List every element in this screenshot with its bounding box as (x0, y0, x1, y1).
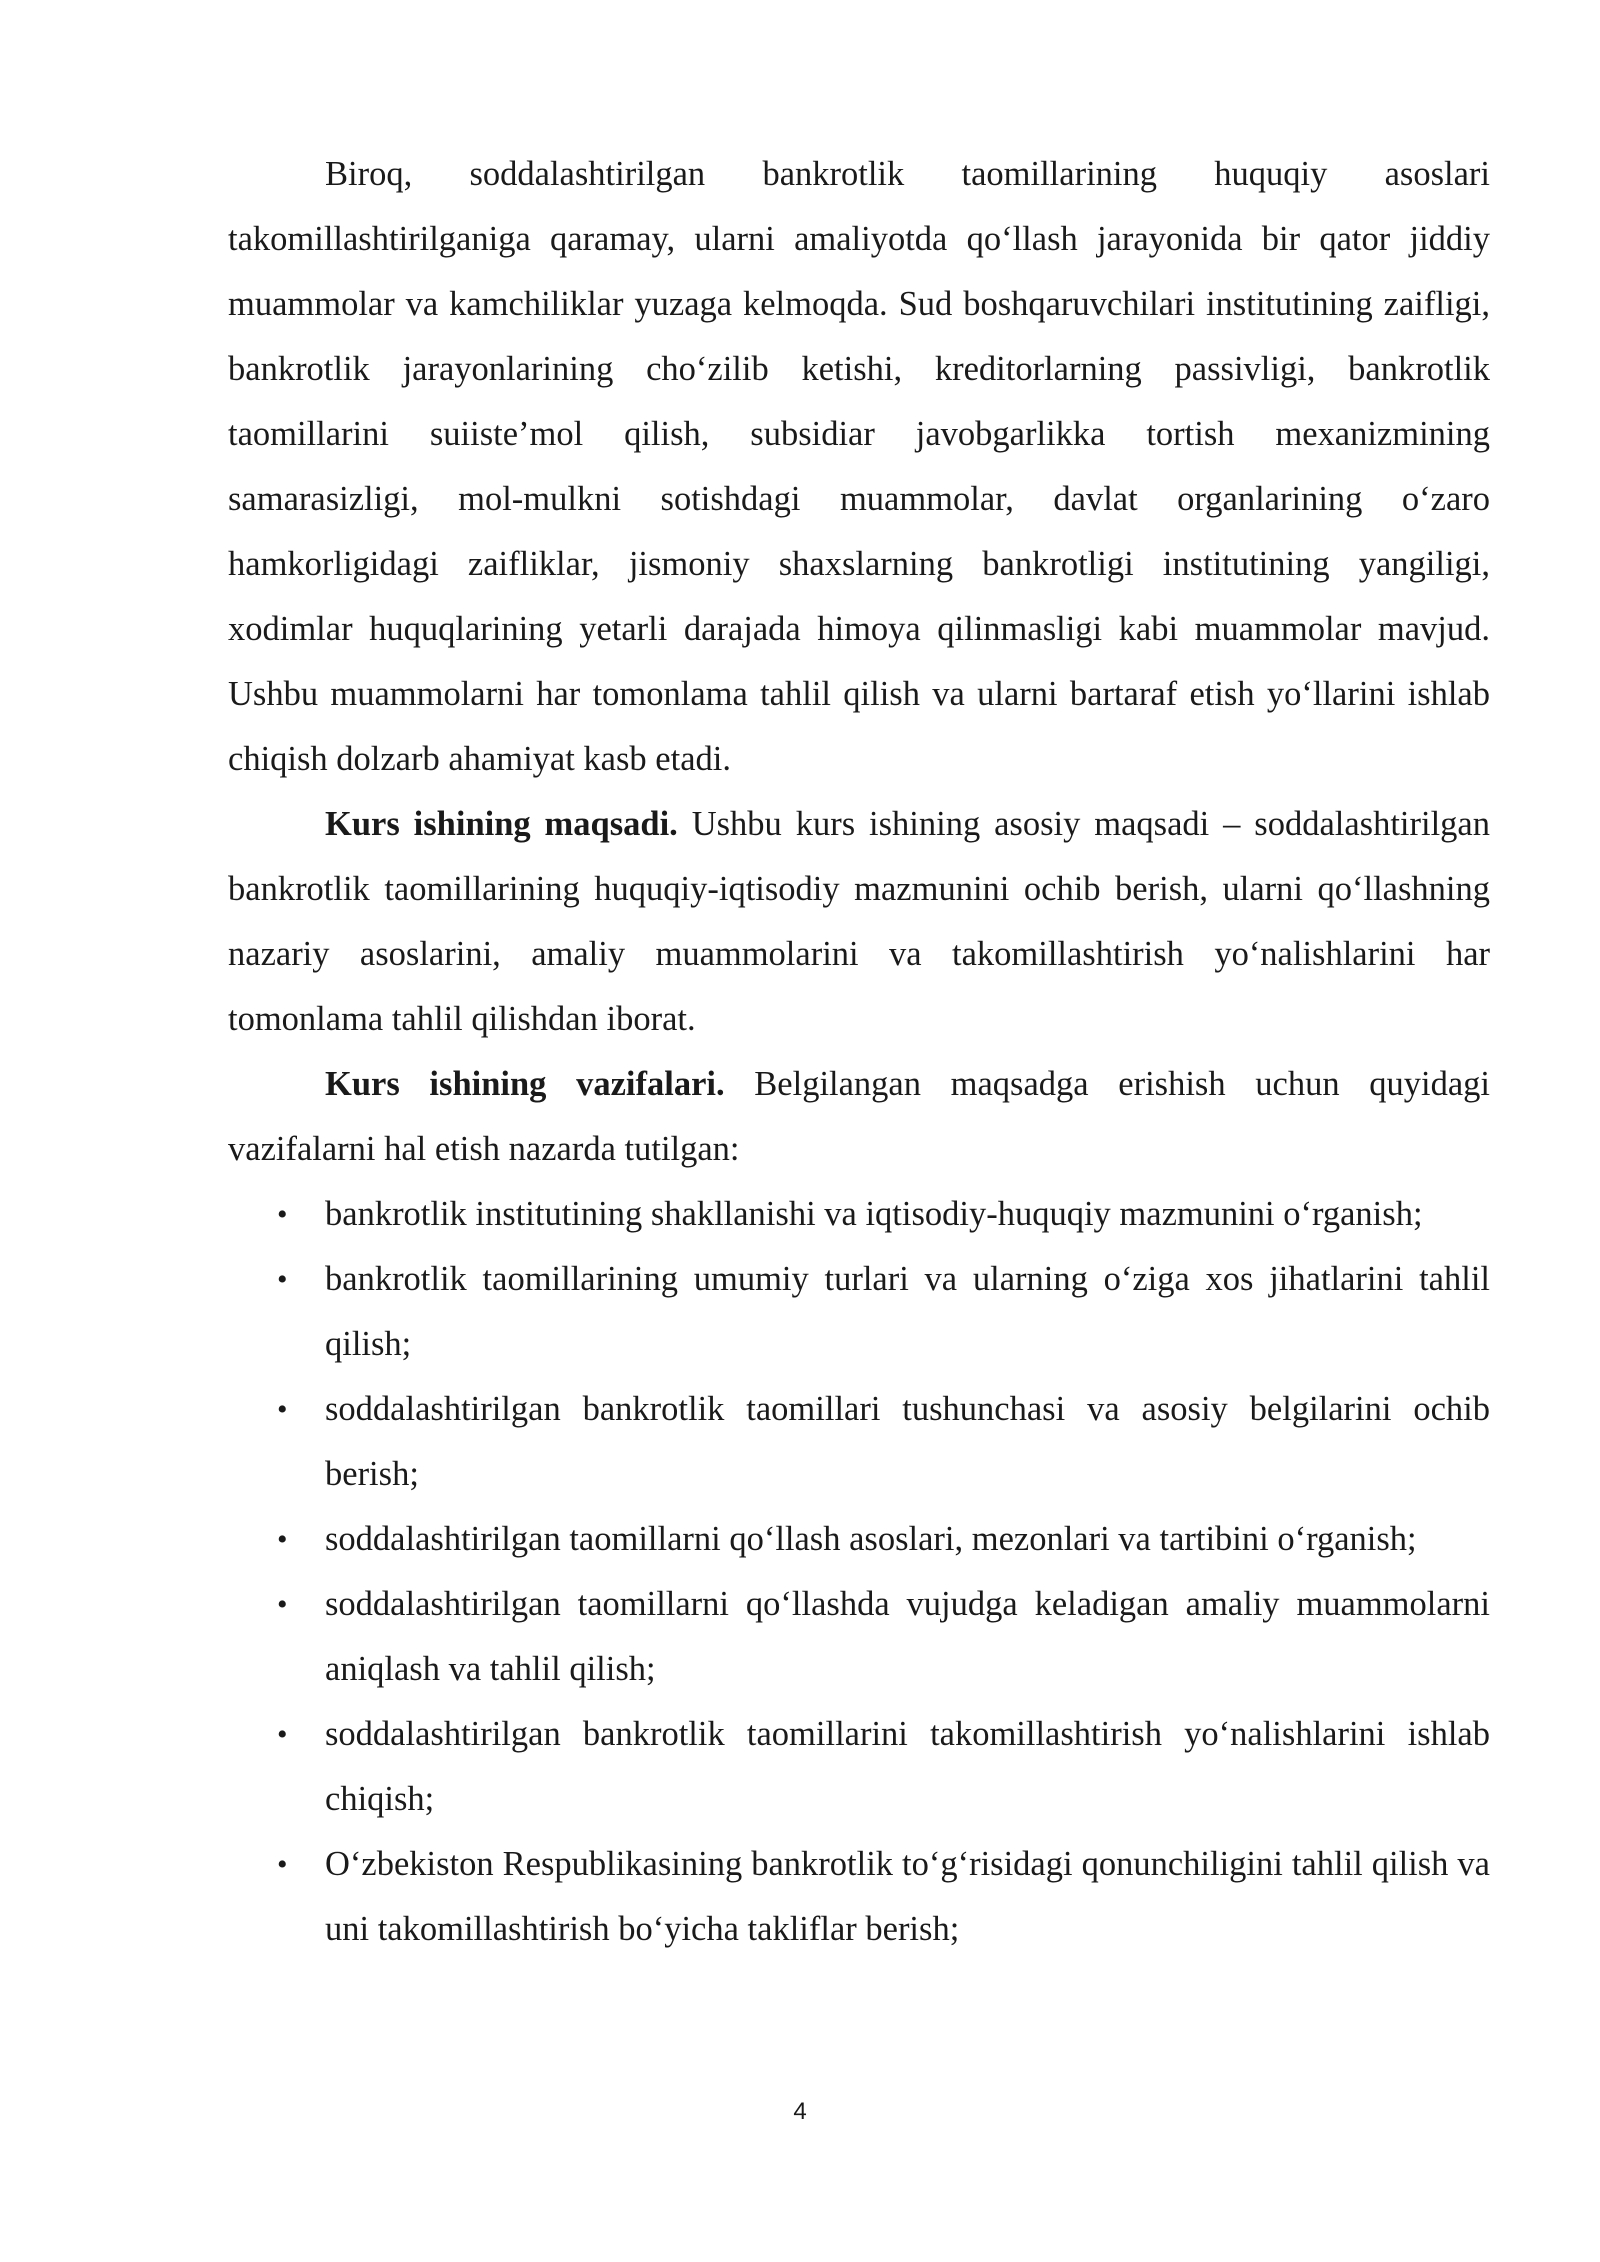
bullet-icon: • (277, 1198, 288, 1231)
list-item (228, 1507, 1490, 1572)
paragraph-goal (228, 792, 1490, 1052)
paragraph-text: Ushbu kurs ishining asosiy maqsadi – soddalashtirilgan bankrotlik taomillarining huquqiy-iqtisodiy mazmunini ochib berish, ularni qo‘llashning nazariy asoslarini, amaliy muammolarini va takomillashtirish yo‘nalishlarini har tomonlama tahlil qilishdan iborat. (228, 805, 1490, 1038)
list-item-text: soddalashtirilgan taomillarni qo‘llashda vujudga keladigan amaliy muammolarni aniqlash va tahlil qilish; (325, 1585, 1490, 1688)
list-item (228, 1247, 1490, 1377)
list-item-text: bankrotlik taomillarining umumiy turlari va ularning o‘ziga xos jihatlarini tahlil qilish; (325, 1260, 1490, 1363)
list-item (228, 1377, 1490, 1507)
list-item-text: soddalashtirilgan taomillarni qo‘llash asoslari, mezonlari va tartibini o‘rganish; (325, 1520, 1417, 1558)
bullet-icon: • (277, 1393, 288, 1426)
list-item (228, 1832, 1490, 1962)
list-item-text: soddalashtirilgan bankrotlik taomillarini takomillashtirish yo‘nalishlarini ishlab chiqish; (325, 1715, 1490, 1818)
paragraph-lead: Kurs ishining maqsadi. (325, 805, 678, 843)
bullet-icon: • (277, 1718, 288, 1751)
bullet-icon: • (277, 1263, 288, 1296)
paragraph-text: Belgilangan maqsadga erishish uchun quyidagi vazifalarni hal etish nazarda tutilgan: (228, 1065, 1491, 1168)
document-page (228, 142, 1490, 1962)
task-list (228, 1182, 1490, 1962)
list-item-text: O‘zbekiston Respublikasining bankrotlik to‘g‘risidagi qonunchiligini tahlil qilish va uni takomillashtirish bo‘yicha takliflar berish; (325, 1845, 1490, 1948)
list-item-text: bankrotlik institutining shakllanishi va iqtisodiy-huquqiy mazmunini o‘rganish; (325, 1195, 1423, 1233)
bullet-icon: • (277, 1588, 288, 1621)
bullet-icon: • (277, 1523, 288, 1556)
paragraph-intro (228, 142, 1490, 792)
paragraph-tasks-intro (228, 1052, 1490, 1182)
list-item-text: soddalashtirilgan bankrotlik taomillari tushunchasi va asosiy belgilarini ochib berish; (325, 1390, 1490, 1493)
bullet-icon: • (277, 1848, 288, 1881)
page-number: 4 (793, 2098, 807, 2125)
paragraph-text: Biroq, soddalashtirilgan bankrotlik taomillarining huquqiy asoslari takomillashtirilganiga qaramay, ularni amaliyotda qo‘llash jarayonida bir qator jiddiy muammolar va kamchiliklar yuzaga kelmoqda. Sud boshqaruvchilari institutining zaifligi, bankrotlik jarayonlarining cho‘zilib ketishi, kreditorlarning passivligi, bankrotlik taomillarini suiiste’mol qilish, subsidiar javobgarlikka tortish mexanizmining samarasizligi, mol-mulkni sotishdagi muammolar, davlat organlarining o‘zaro hamkorligidagi zaifliklar, jismoniy shaxslarning bankrotligi institutining yangiligi, xodimlar huquqlarining yetarli darajada himoya qilinmasligi kabi muammolar mavjud. Ushbu muammolarni har tomonlama tahlil qilish va ularni bartaraf etish yo‘llarini ishlab chiqish dolzarb ahamiyat kasb etadi. (228, 155, 1490, 778)
list-item (228, 1702, 1490, 1832)
list-item (228, 1182, 1490, 1247)
paragraph-lead: Kurs ishining vazifalari. (325, 1065, 725, 1103)
list-item (228, 1572, 1490, 1702)
